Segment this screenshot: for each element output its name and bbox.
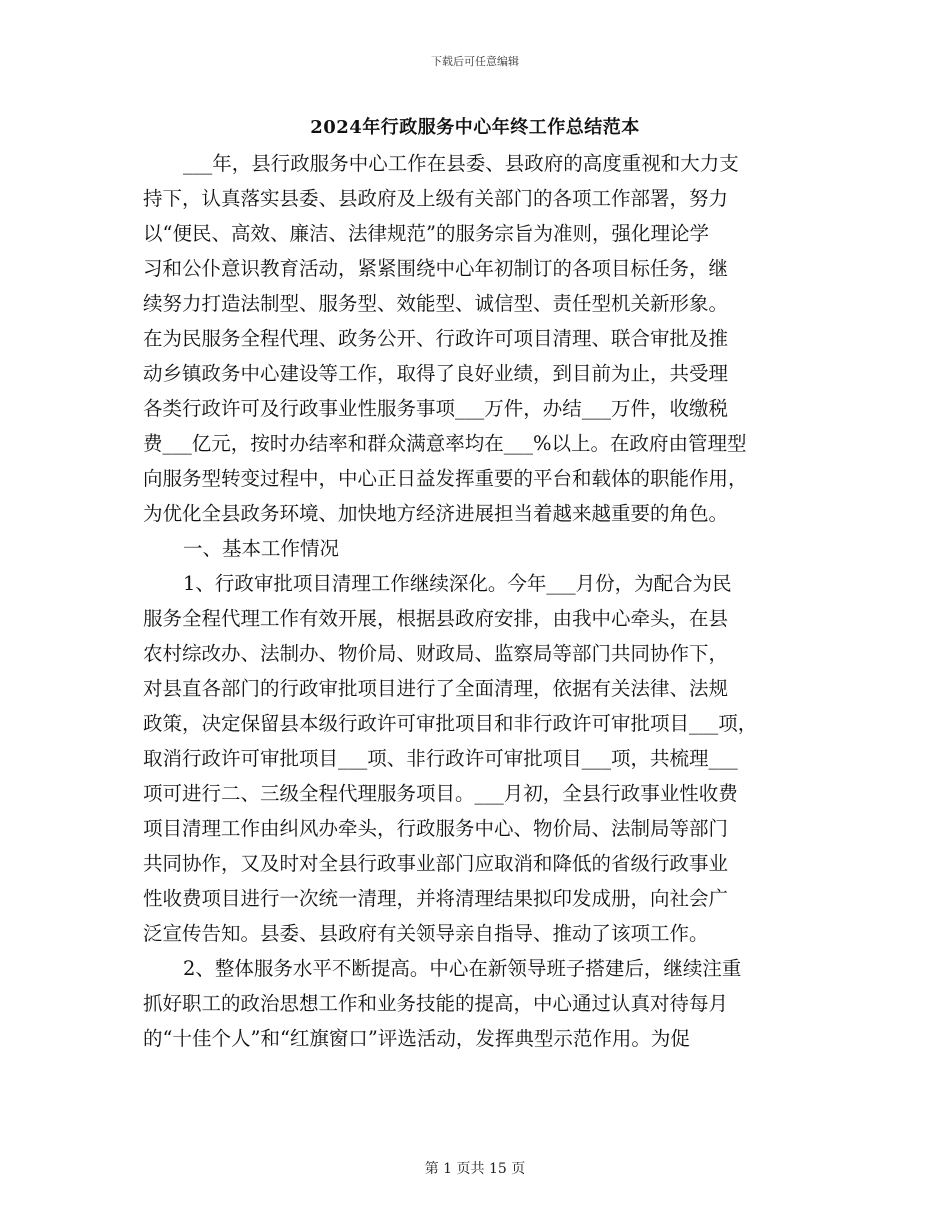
- body-line: 服务全程代理工作有效开展，根据县政府安排，由我中心牵头，在县: [143, 607, 729, 630]
- document-body: [143, 146, 823, 1056]
- body-line: 续努力打造法制型、服务型、效能型、诚信型、责任型机关新形象。: [143, 292, 729, 315]
- body-line: 项可进行二、三级全程代理服务项目。___月初，全县行政事业性收费: [143, 782, 738, 805]
- page-header: 下载后可任意编辑: [431, 55, 519, 68]
- body-line: 项目清理工作由纠风办牵头，行政服务中心、物价局、法制局等部门: [143, 817, 729, 840]
- body-line: ___年，县行政服务中心工作在县委、县政府的高度重视和大力支: [183, 152, 739, 175]
- body-line: 习和公仆意识教育活动，紧紧围绕中心年初制订的各项目标任务，继: [143, 257, 729, 280]
- body-line: 在为民服务全程代理、政务公开、行政许可项目清理、联合审批及推: [143, 327, 729, 350]
- body-line: 泛宣传告知。县委、县政府有关领导亲自指导、推动了该项工作。: [143, 922, 709, 945]
- body-line: 动乡镇政务中心建设等工作，取得了良好业绩，到目前为止，共受理: [143, 362, 729, 385]
- body-line: 抓好职工的政治思想工作和业务技能的提高，中心通过认真对待每月: [143, 992, 729, 1015]
- body-line: 对县直各部门的行政审批项目进行了全面清理，依据有关法律、法规: [143, 677, 729, 700]
- body-line: 1、行政审批项目清理工作继续深化。今年___月份，为配合为民: [183, 572, 732, 595]
- body-line: 持下，认真落实县委、县政府及上级有关部门的各项工作部署，努力: [143, 187, 729, 210]
- body-line: 农村综改办、法制办、物价局、财政局、监察局等部门共同协作下，: [143, 642, 729, 665]
- page-footer: 第 1 页共 15 页: [424, 1161, 526, 1177]
- body-line: 政策，决定保留县本级行政许可审批项目和非行政许可审批项目___项，: [143, 712, 758, 735]
- body-line: 性收费项目进行一次统一清理，并将清理结果拟印发成册，向社会广: [143, 887, 729, 910]
- body-line: 2、整体服务水平不断提高。中心在新领导班子搭建后，继续注重: [183, 957, 742, 980]
- body-line: 以“便民、高效、廉洁、法律规范”的服务宗旨为准则，强化理论学: [143, 222, 709, 245]
- body-line: 取消行政许可审批项目___项、非行政许可审批项目___项，共梳理___: [143, 747, 738, 770]
- body-line: 各类行政许可及行政事业性服务事项___万件，办结___万件，收缴税: [143, 397, 729, 420]
- body-line: 费___亿元，按时办结率和群众满意率均在___%以上。在政府由管理型: [143, 432, 747, 455]
- body-line: 共同协作，又及时对全县行政事业部门应取消和降低的省级行政事业: [143, 852, 729, 875]
- body-line: 向服务型转变过程中，中心正日益发挥重要的平台和载体的职能作用，: [143, 467, 748, 490]
- section-heading: 一、基本工作情况: [183, 537, 340, 560]
- document-title: 2024年行政服务中心年终工作总结范本: [310, 117, 640, 138]
- body-line: 为优化全县政务环境、加快地方经济进展担当着越来越重要的角色。: [143, 502, 729, 525]
- body-line: 的“十佳个人”和“红旗窗口”评选活动，发挥典型示范作用。为促: [143, 1027, 690, 1050]
